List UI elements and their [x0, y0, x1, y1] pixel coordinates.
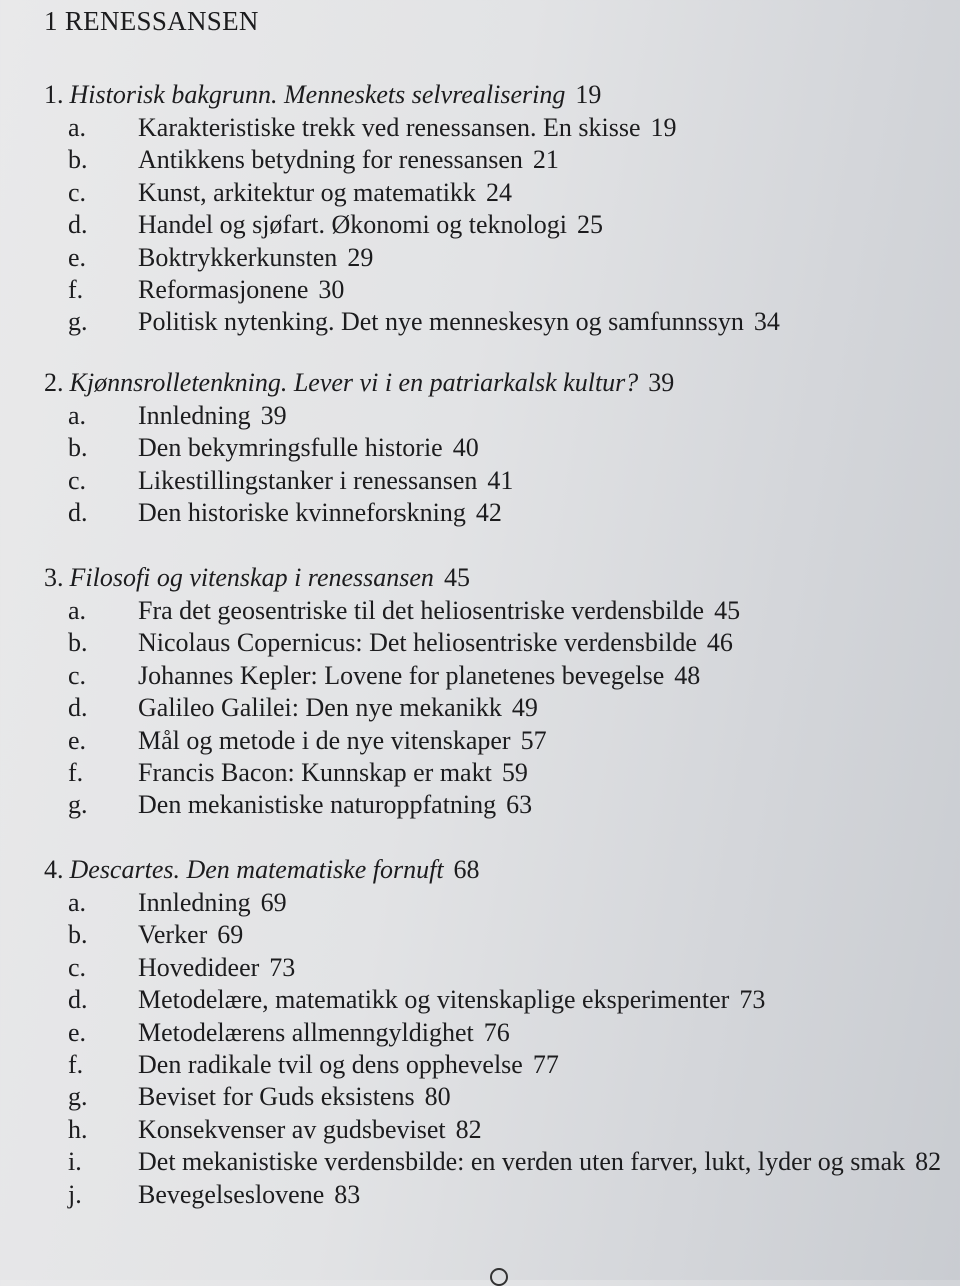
entry-text: Den bekymringsfulle historie: [138, 433, 443, 463]
entry-text: Metodelære, matematikk og vitenskaplige eksperimenter: [138, 985, 730, 1015]
entry-page: 25: [576, 210, 603, 240]
entry-letter: c.: [68, 660, 87, 690]
entry-page: 69: [217, 920, 244, 950]
entry-page: 49: [511, 693, 538, 723]
toc-entry: [44, 274, 944, 306]
toc-entry: [44, 725, 944, 757]
section-heading: [44, 853, 944, 887]
entry-page: 77: [532, 1050, 559, 1080]
entry-page: 24: [485, 177, 512, 207]
entry-text: Den historiske kvinneforskning: [138, 498, 466, 528]
entry-letter: b.: [68, 145, 88, 175]
entry-letter: e.: [68, 725, 87, 755]
entry-page: 63: [506, 790, 533, 820]
entry-text: Mål og metode i de nye vitenskaper: [138, 725, 511, 755]
toc-entry: [44, 1017, 944, 1049]
entry-letter: a.: [68, 596, 87, 625]
entry-text: Politisk nytenking. Det nye menneskesyn og samfunnssyn: [138, 307, 744, 337]
section-number: 2.: [44, 368, 64, 397]
entry-letter: a.: [68, 113, 87, 142]
entry-text: Nicolaus Copernicus: Det heliosentriske verdensbilde: [138, 628, 697, 658]
entry-letter: d.: [68, 498, 88, 528]
toc-entry: [44, 1081, 944, 1113]
toc-entry: [44, 660, 944, 692]
entry-text: Reformasjonene: [138, 275, 309, 305]
chapter-title: 1 RENESSANSEN: [44, 6, 259, 36]
entry-page: 83: [334, 1179, 361, 1209]
toc-entry: [44, 789, 944, 821]
entry-letter: d.: [68, 985, 88, 1015]
entry-text: Galileo Galilei: Den nye mekanikk: [138, 693, 502, 723]
toc-section-2: [44, 366, 944, 530]
toc-entry: [44, 757, 944, 789]
entry-page: 19: [650, 113, 677, 142]
entry-text: Handel og sjøfart. Økonomi og teknologi: [138, 210, 567, 240]
entry-letter: b.: [68, 920, 88, 950]
entry-letter: d.: [68, 210, 88, 240]
entry-text: Den mekanistiske naturoppfatning: [138, 790, 497, 820]
toc-entry: [44, 919, 944, 951]
entry-text: Metodelærens allmenngyldighet: [138, 1017, 474, 1047]
section-page: 68: [453, 855, 480, 884]
section-number: 1.: [44, 80, 64, 109]
entry-text: Francis Bacon: Kunnskap er makt: [138, 758, 492, 788]
entry-letter: h.: [68, 1114, 88, 1144]
entry-text: Karakteristiske trekk ved renessansen. En skisse: [138, 113, 641, 142]
entry-page: 45: [714, 596, 741, 625]
toc-section-3: [44, 561, 944, 822]
entry-text: Innledning: [138, 401, 251, 430]
entry-letter: c.: [68, 952, 87, 982]
toc-entry: [44, 627, 944, 659]
entry-letter: e.: [68, 1017, 87, 1047]
toc-entry: [44, 497, 944, 529]
entry-text: Johannes Kepler: Lovene for planetenes bevegelse: [138, 660, 665, 690]
entry-letter: a.: [68, 888, 87, 917]
toc-entry: [44, 595, 944, 627]
entry-letter: b.: [68, 628, 88, 658]
entry-text: Hovedideer: [138, 952, 260, 982]
entry-text: Verker: [138, 920, 208, 950]
entry-text: Likestillingstanker i renessansen: [138, 465, 478, 495]
toc-section-4: [44, 853, 944, 1211]
entry-text: Bevegelseslovene: [138, 1179, 325, 1209]
entry-page: 40: [452, 433, 479, 463]
entry-page: 80: [424, 1082, 451, 1112]
entry-letter: a.: [68, 401, 87, 430]
section-heading: [44, 78, 944, 112]
section-number: 4.: [44, 855, 64, 884]
entry-page: 41: [487, 465, 514, 495]
toc-entry: [44, 432, 944, 464]
entry-text: Antikkens betydning for renessansen: [138, 145, 523, 175]
entry-letter: e.: [68, 242, 87, 272]
entry-letter: c.: [68, 465, 87, 495]
section-title: Historisk bakgrunn. Menneskets selvrealisering: [69, 80, 566, 109]
toc-entry: [44, 242, 944, 274]
entry-page: 39: [260, 401, 287, 430]
toc-entry: [44, 306, 944, 338]
section-number: 3.: [44, 563, 64, 592]
entry-text: Boktrykkerkunsten: [138, 242, 338, 272]
section-page: 39: [648, 368, 675, 397]
entry-letter: g.: [68, 790, 88, 820]
section-heading: [44, 366, 944, 400]
entry-page: 34: [753, 307, 780, 337]
toc-entry: [44, 1049, 944, 1081]
section-title: Kjønnsrolletenkning. Lever vi i en patriarkalsk kultur?: [69, 368, 639, 397]
toc-entry: [44, 400, 944, 432]
entry-text: Det mekanistiske verdensbilde: en verden uten farver, lukt, lyder og smak: [138, 1147, 906, 1177]
section-title: Descartes. Den matematiske fornuft: [69, 855, 444, 884]
toc-entry: [44, 177, 944, 209]
entry-text: Beviset for Guds eksistens: [138, 1082, 415, 1112]
entry-text: Fra det geosentriske til det heliosentriske verdensbilde: [138, 596, 705, 625]
entry-page: 21: [532, 145, 559, 175]
entry-letter: b.: [68, 433, 88, 463]
entry-page: 69: [260, 888, 287, 917]
entry-text: Konsekvenser av gudsbeviset: [138, 1114, 446, 1144]
entry-letter: i.: [68, 1147, 82, 1177]
section-page: 45: [443, 563, 470, 592]
toc-entry: [44, 1114, 944, 1146]
toc-entry: [44, 209, 944, 241]
entry-text: Kunst, arkitektur og matematikk: [138, 177, 476, 207]
toc-entry: [44, 1179, 944, 1211]
entry-page: 57: [520, 725, 547, 755]
toc-entry: [44, 465, 944, 497]
section-title: Filosofi og vitenskap i renessansen: [69, 563, 434, 592]
entry-letter: c.: [68, 177, 87, 207]
entry-page: 42: [475, 498, 502, 528]
entry-letter: d.: [68, 693, 88, 723]
entry-text: Den radikale tvil og dens opphevelse: [138, 1050, 523, 1080]
page-corner-mark: [490, 1268, 508, 1286]
entry-page: 29: [347, 242, 374, 272]
entry-page: 82: [915, 1147, 942, 1177]
section-page: 19: [575, 80, 602, 109]
toc-entry: [44, 1146, 944, 1178]
entry-page: 30: [318, 275, 345, 305]
toc-entry: [44, 952, 944, 984]
entry-text: Innledning: [138, 888, 251, 917]
toc-section-1: [44, 78, 944, 339]
entry-letter: j.: [68, 1179, 82, 1209]
entry-page: 73: [739, 985, 766, 1015]
toc-entry: [44, 112, 944, 144]
entry-page: 82: [455, 1114, 482, 1144]
entry-letter: f.: [68, 1050, 84, 1080]
toc-entry: [44, 144, 944, 176]
entry-letter: f.: [68, 758, 84, 788]
section-heading: [44, 561, 944, 595]
entry-letter: g.: [68, 307, 88, 337]
toc-entry: [44, 887, 944, 919]
entry-letter: g.: [68, 1082, 88, 1112]
entry-page: 73: [269, 952, 296, 982]
toc-entry: [44, 984, 944, 1016]
entry-page: 59: [501, 758, 528, 788]
toc-entry: [44, 692, 944, 724]
entry-page: 48: [674, 660, 701, 690]
entry-letter: f.: [68, 275, 84, 305]
entry-page: 76: [483, 1017, 510, 1047]
entry-page: 46: [706, 628, 733, 658]
